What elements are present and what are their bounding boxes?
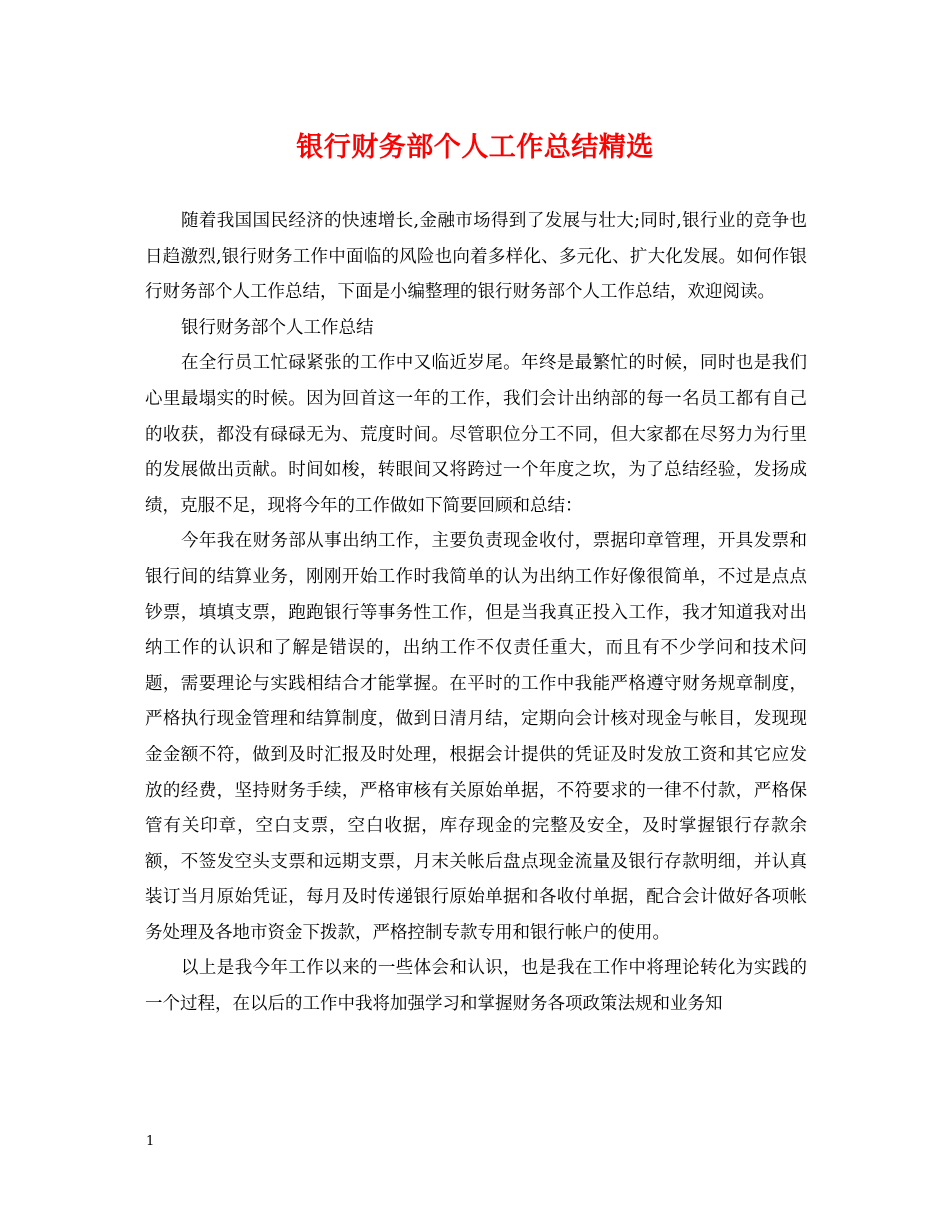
page-title: 银行财务部个人工作总结精选 xyxy=(296,132,654,163)
paragraph-intro: 随着我国国民经济的快速增长,金融市场得到了发展与壮大;同时,银行业的竞争也日趋激烈,银行财务工作中面临的风险也向着多样化、多元化、扩大化发展。如何作银行财务部个人工作总结，下面是小编整理的银行财务部个人工作总结，欢迎阅读。 xyxy=(145,211,807,303)
paragraph-subheading: 银行财务部个人工作总结 xyxy=(181,317,374,338)
paragraph-reflection: 以上是我今年工作以来的一些体会和认识，也是我在工作中将理论转化为实践的一个过程，在以后的工作中我将加强学习和掌握财务各项政策法规和业务知 xyxy=(145,958,807,1015)
paragraph-opening: 在全行员工忙碌紧张的工作中又临近岁尾。年终是最繁忙的时候，同时也是我们心里最塌实的时候。因为回首这一年的工作，我们会计出纳部的每一名员工都有自己的收获，都没有碌碌无为、荒度时间。尽管职位分工不同，但大家都在尽努力为行里的发展做出贡献。时间如梭，转眼间又将跨过一个年度之坎，为了总结经验，发扬成绩，克服不足，现将今年的工作做如下简要回顾和总结： xyxy=(145,353,807,516)
paragraph-work-details: 今年我在财务部从事出纳工作，主要负责现金收付，票据印章管理，开具发票和银行间的结算业务，刚刚开始工作时我简单的认为出纳工作好像很简单，不过是点点钞票，填填支票，跑跑银行等事务性工作，但是当我真正投入工作，我才知道我对出纳工作的认识和了解是错误的，出纳工作不仅责任重大，而且有不少学问和技术问题，需要理论与实践相结合才能掌握。在平时的工作中我能严格遵守财务规章制度，严格执行现金管理和结算制度，做到日清月结，定期向会计核对现金与帐目，发现现金金额不符，做到及时汇报及时处理，根据会计提供的凭证及时发放工资和其它应发放的经费，坚持财务手续，严格审核有关原始单据，不符要求的一律不付款，严格保管有关印章，空白支票，空白收据，库存现金的完整及安全，及时掌握银行存款余额，不签发空头支票和远期支票，月末关帐后盘点现金流量及银行存款明细，并认真装订当月原始凭证，每月及时传递银行原始单据和各收付单据，配合会计做好各项帐务处理及各地市资金下拨款，严格控制专款专用和银行帐户的使用。 xyxy=(145,531,807,943)
document-body xyxy=(145,204,807,1023)
page-number: 1 xyxy=(146,1134,155,1149)
